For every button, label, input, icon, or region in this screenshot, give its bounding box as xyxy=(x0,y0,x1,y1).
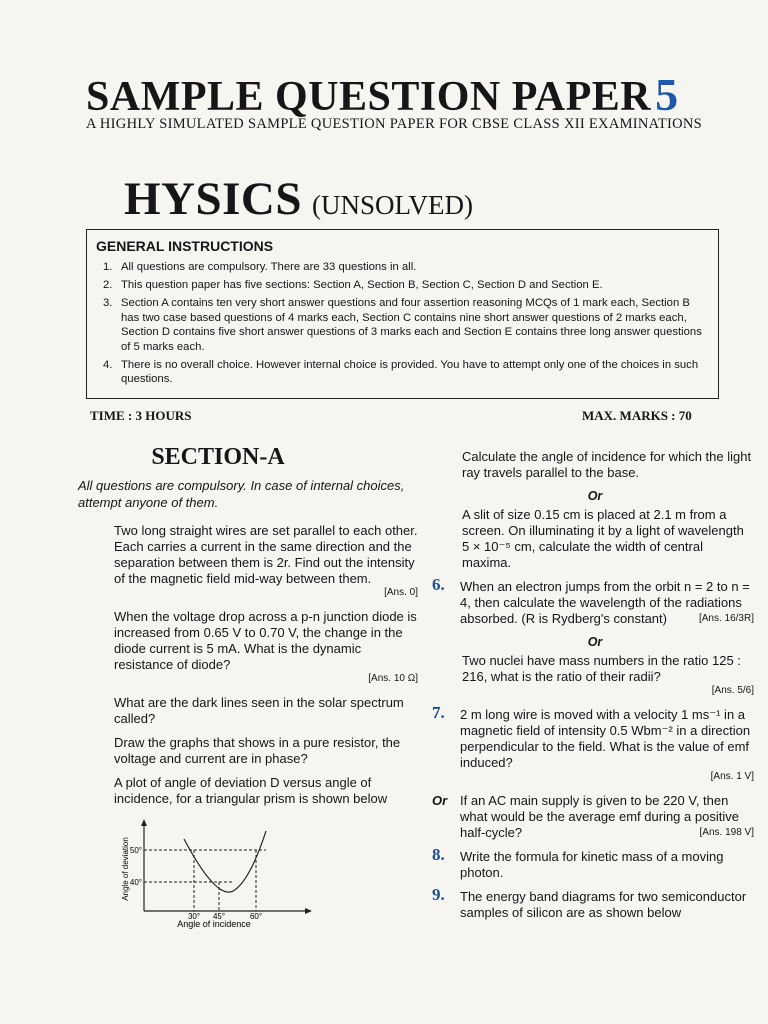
paper-title-text: SAMPLE QUESTION PAPER xyxy=(86,74,652,120)
question-4 xyxy=(78,735,418,767)
question-8 xyxy=(432,845,754,881)
general-instructions-box xyxy=(86,229,719,399)
question-5-continued xyxy=(436,449,754,481)
instruction-item xyxy=(103,260,709,275)
question-text: Calculate the angle of incidence for which the light ray travels parallel to the base. xyxy=(462,449,752,480)
answer-hint: [Ans. 5/6] xyxy=(711,685,754,696)
instruction-number: 3. xyxy=(103,297,113,309)
paper-title xyxy=(86,68,679,121)
question-5 xyxy=(78,775,418,807)
instruction-text: This question paper has five sections: Section A, Section B, Section C, Section D and Section E. xyxy=(121,279,603,291)
subject-heading xyxy=(124,172,473,226)
question-text: Write the formula for kinetic mass of a moving photon. xyxy=(460,849,724,880)
question-text: When an electron jumps from the orbit n = 2 to n = 4, then calculate the wavelength of the radiations absorbed. (R is Rydberg's constant) xyxy=(460,579,750,626)
question-3 xyxy=(78,695,418,727)
section-a-title: SECTION-A xyxy=(151,444,285,470)
xtick-30: 30° xyxy=(187,912,201,921)
or-label: Or xyxy=(587,635,603,649)
or-label: Or xyxy=(587,489,603,503)
x-arrow xyxy=(305,908,312,914)
question-text: When the voltage drop across a p-n junction diode is increased from 0.65 V to 0.70 V, the change in the diode current is 5 mA. What is the dynamic resistance of diode? xyxy=(114,609,417,672)
question-number: 6. xyxy=(432,575,445,594)
question-text: A slit of size 0.15 cm is placed at 2.1 m from a screen. On illuminating it by a light of wavelength 5 × 10⁻⁵ cm, calculate the width of central maxima. xyxy=(462,507,744,570)
max-marks-label: MAX. MARKS : 70 xyxy=(582,408,692,423)
question-9 xyxy=(432,885,754,921)
question-text: If an AC main supply is given to be 220 V, then what would be the average emf during a positive half-cycle? xyxy=(460,793,739,840)
instruction-number: 1. xyxy=(103,261,113,273)
section-a-note: All questions are compulsory. In case of internal choices, attempt anyone of them. xyxy=(78,478,405,510)
answer-hint: [Ans. 198 V] xyxy=(699,827,754,838)
or-label: Or xyxy=(432,793,448,808)
instruction-text: Section A contains ten very short answer questions and four assertion reasoning MCQs of 1 mark each, Section B has two case based questions of 4 marks each, Section C contains nine short answer questions of 2 marks each, Section D contains five short answer questions of 3 marks each and Section E contains three long answer questions of 5 marks each. xyxy=(121,297,702,353)
instruction-text: There is no overall choice. However internal choice is provided. You have to attempt only one of the choices in such questions. xyxy=(121,358,699,385)
instruction-item xyxy=(103,358,709,387)
instruction-number: 4. xyxy=(103,358,113,371)
question-text: 2 m long wire is moved with a velocity 1 ms⁻¹ in a magnetic field of intensity 0.5 Wbm⁻² in a direction perpendicular to the field. What is the value of emf induced? xyxy=(460,707,751,770)
question-2 xyxy=(78,609,418,687)
answer-hint: [Ans. 0] xyxy=(384,587,418,598)
question-number: 9. xyxy=(432,885,445,904)
left-column xyxy=(78,444,418,934)
question-text: Two long straight wires are set parallel to each other. Each carries a current in the same direction and the separation between them is 2r. Find out the intensity of the magnetic field mid-way between them. xyxy=(114,523,418,586)
instruction-item xyxy=(103,296,709,354)
instructions-list xyxy=(103,260,709,390)
instructions-heading: GENERAL INSTRUCTIONS xyxy=(96,238,274,254)
graph-xlabel: Angle of incidence xyxy=(177,919,251,929)
ytick-50: 50° xyxy=(129,846,142,855)
y-arrow xyxy=(141,819,147,826)
ytick-40: 40° xyxy=(129,878,142,887)
answer-hint: [Ans. 1 V] xyxy=(710,771,754,782)
paper-subtitle: A HIGHLY SIMULATED SAMPLE QUESTION PAPER FOR CBSE CLASS XII EXAMINATIONS xyxy=(86,116,703,132)
question-text: What are the dark lines seen in the solar spectrum called? xyxy=(114,695,404,726)
graph-ylabel: Angle of deviation xyxy=(121,837,130,901)
question-text: A plot of angle of deviation D versus angle of incidence, for a triangular prism is shown below xyxy=(114,775,388,806)
paper-number: 5 xyxy=(655,69,679,120)
question-number: 7. xyxy=(432,703,445,722)
question-number: 8. xyxy=(432,845,445,864)
deviation-curve xyxy=(184,831,266,892)
answer-hint: [Ans. 10 Ω] xyxy=(368,673,418,684)
question-text: The energy band diagrams for two semiconductor samples of silicon are as shown below xyxy=(460,889,747,920)
question-6-alternative xyxy=(436,653,754,699)
question-5-alternative xyxy=(436,507,754,571)
right-column xyxy=(432,449,754,929)
subject-suffix: (UNSOLVED) xyxy=(312,190,474,220)
question-7 xyxy=(432,703,754,785)
time-label: TIME : 3 HOURS xyxy=(90,408,192,423)
xtick-60: 60° xyxy=(249,912,263,921)
question-1 xyxy=(78,523,418,601)
question-text: Two nuclei have mass numbers in the ratio 125 : 216, what is the ratio of their radii? xyxy=(462,653,741,684)
deviation-graph xyxy=(114,817,314,929)
instruction-item xyxy=(103,278,709,293)
xtick-45: 45° xyxy=(212,912,226,921)
question-6 xyxy=(432,575,754,627)
instruction-text: All questions are compulsory. There are 33 questions in all. xyxy=(121,261,417,273)
instruction-number: 2. xyxy=(103,279,113,291)
question-7-alternative xyxy=(432,793,754,841)
subject-name: HYSICS xyxy=(124,173,303,225)
answer-hint: [Ans. 16/3R] xyxy=(698,613,754,624)
question-text: Draw the graphs that shows in a pure resistor, the voltage and current are in phase? xyxy=(114,735,401,766)
